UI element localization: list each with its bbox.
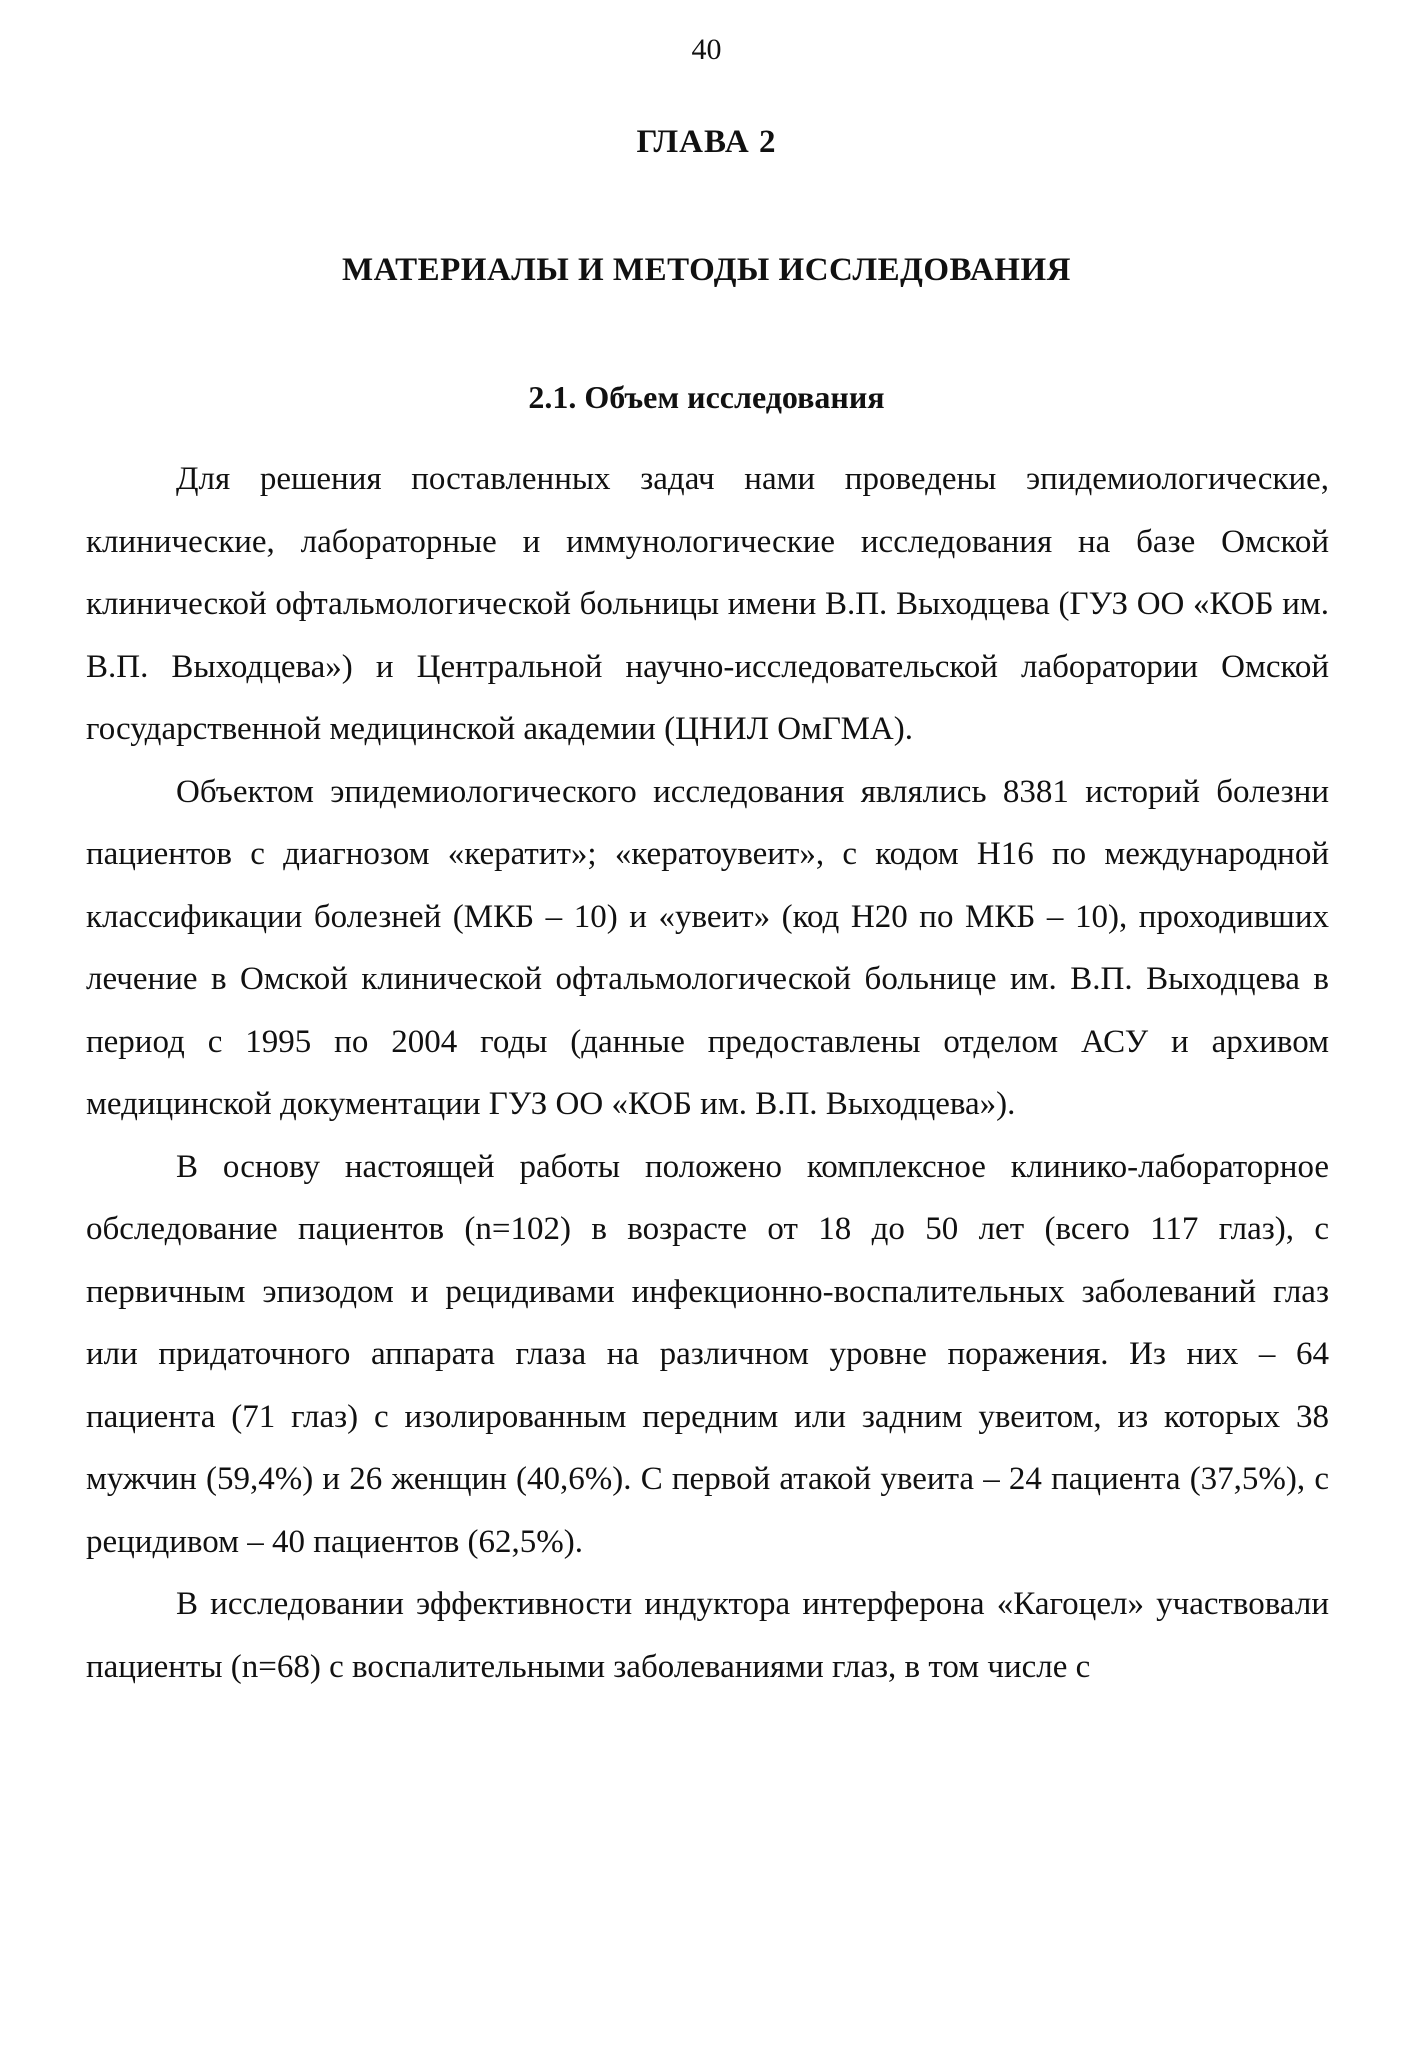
paragraph-study-base: Для решения поставленных задач нами проведены эпидемиологические, клинические, лабораторные и иммунологические исследования на базе Омской клинической офтальмологической больницы имени В.П. Выходцева (ГУЗ ОО «КОБ им. В.П. Выходцева») и Центральной научно-исследовательской лаборатории Омской государственной медицинской академии (ЦНИЛ ОмГМА). — [86, 461, 1329, 747]
chapter-label: ГЛАВА 2 — [636, 124, 777, 160]
page-number: 40 — [691, 33, 722, 66]
paragraph-clinical-examination: В основу настоящей работы положено комплексное клинико-лабораторное обследование пациентов (n=102) в возрасте от 18 до 50 лет (всего 117 глаз), с первичным эпизодом и рецидивами инфекционно-воспалительных заболеваний глаз или придаточного аппарата глаза на различном уровне поражения. Из них – 64 пациента (71 глаз) с изолированным передним или задним увеитом, из которых 38 мужчин (59,4%) и 26 женщин (40,6%). С первой атакой увеита – 24 пациента (37,5%), с рецидивом – 40 пациентов (62,5%). — [86, 1148, 1329, 1560]
section-title: 2.1. Объем исследования — [528, 379, 885, 415]
body-text — [86, 448, 1329, 1698]
paragraph-epidemiological-object: Объектом эпидемиологического исследования являлись 8381 историй болезни пациентов с диагнозом «кератит»; «кератоувеит», с кодом Н16 по международной классификации болезней (МКБ – 10) и «увеит» (код Н20 по МКБ – 10), проходивших лечение в Омской клинической офтальмологической больнице им. В.П. Выходцева в период с 1995 по 2004 годы (данные предоставлены отделом АСУ и архивом медицинской документации ГУЗ ОО «КОБ им. В.П. Выходцева»). — [86, 773, 1329, 1122]
chapter-title: МАТЕРИАЛЫ И МЕТОДЫ ИССЛЕДОВАНИЯ — [342, 252, 1071, 288]
paragraph-kagocel-study: В исследовании эффективности индуктора интерферона «Кагоцел» участвовали пациенты (n=68) с воспалительными заболеваниями глаз, в том числе с — [86, 1586, 1329, 1685]
